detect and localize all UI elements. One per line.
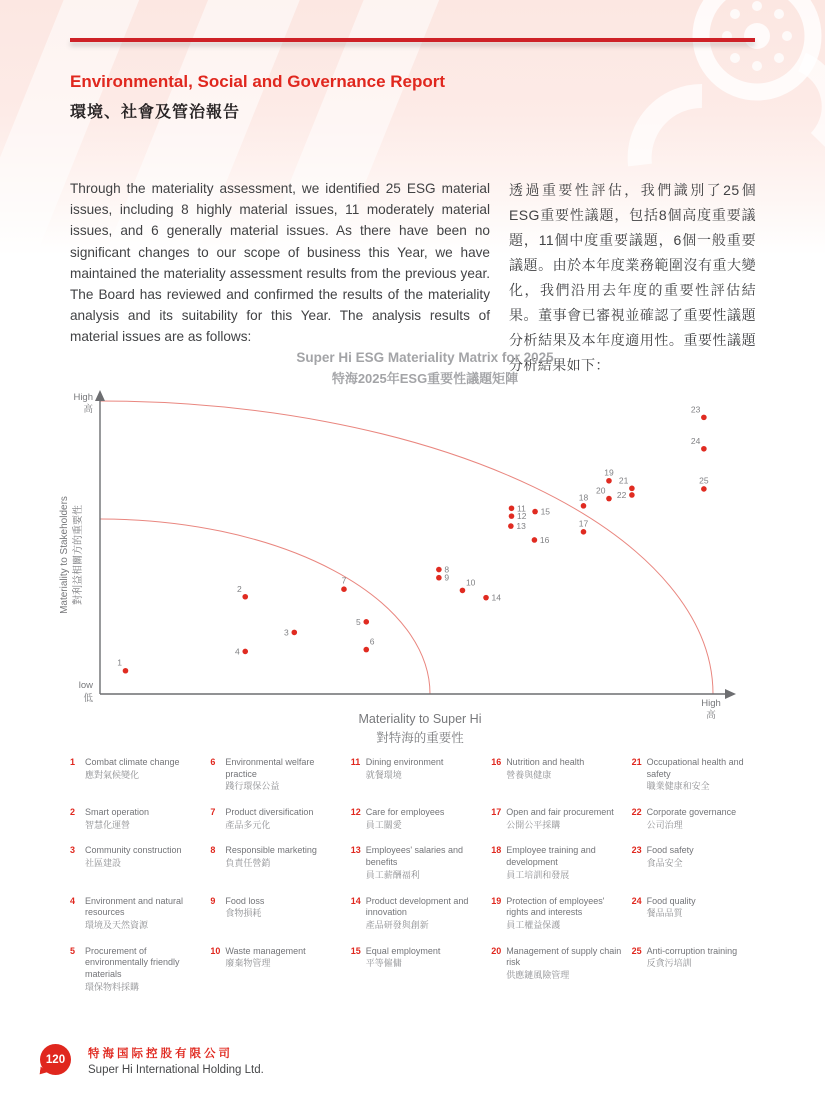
legend-item-15 (351, 946, 483, 970)
legend-item-en: Product diversification (225, 807, 314, 818)
page-title-zh: 環境、社會及管治報告 (70, 104, 241, 121)
matrix-zone-arcs (100, 401, 713, 694)
intro-paragraph-zh: 透過重要性評估，我們識別了25個ESG重要性議題，包括8個高度重要議題，11個中度重要議題，6個一般重要議題。由於本年度業務範圍沒有重大變化，我們沿用去年度的重要性評估結果。董事會已審視並確認了重要性議題分析結果及本年度適用性。重要性議題分析結果如下： (509, 182, 756, 374)
legend-item-number: 5 (70, 945, 76, 956)
legend-item-text (506, 896, 623, 932)
matrix-point-2 (242, 594, 248, 600)
y-axis-title-en: Materiality to Stakeholders (59, 496, 70, 614)
matrix-point-24 (701, 446, 707, 452)
legend-item-zh: 環保物料採購 (85, 981, 140, 992)
materiality-matrix-chart (55, 385, 760, 760)
matrix-point-label-1: 1 (117, 657, 122, 668)
zone-arc-2 (100, 519, 430, 694)
matrix-point-label-17: 17 (578, 518, 589, 529)
company-name-en: Super Hi International Holding Ltd. (88, 1064, 264, 1076)
page-title-en: Environmental, Social and Governance Report (70, 72, 446, 91)
legend-item-text (85, 946, 202, 994)
matrix-point-label-12: 12 (517, 511, 527, 522)
intro-paragraph-en: Through the materiality assessment, we identified 25 ESG material issues, including 8 highly material issues, 11 moderately material issues, and 6 generally material issues. As there have been no significant changes to our scope of business this Year, we have maintained the materiality assessment results from the previous year. The Board has reviewed and confirmed the results of the materiality analysis and its suitability for this Year. The analysis results of material issues are as follows: (70, 181, 490, 345)
legend-item-text (366, 757, 444, 781)
legend-item-en: Protection of employees' rights and interests (506, 895, 605, 918)
matrix-point-label-22: 22 (616, 489, 627, 500)
legend-item-en: Open and fair procurement (506, 807, 614, 818)
shrimp-icon (640, 96, 702, 165)
legend-item-16 (491, 757, 623, 781)
legend-item-en: Community construction (85, 845, 182, 856)
matrix-point-23 (701, 415, 707, 421)
legend-item-2 (70, 807, 202, 831)
y-axis-low-label-zh: 低 (83, 693, 93, 704)
legend-item-number: 22 (631, 807, 642, 818)
matrix-point-15 (532, 509, 538, 515)
legend-item-4 (70, 896, 202, 932)
legend-item-text (366, 807, 445, 831)
legend-item-en: Dining environment (365, 757, 444, 767)
legend-item-23 (632, 845, 764, 869)
legend-item-number: 13 (350, 845, 361, 856)
matrix-point-label-21: 21 (618, 475, 629, 486)
matrix-point-20 (606, 496, 612, 502)
matrix-point-9 (436, 575, 442, 581)
legend-item-en: Food safety (646, 845, 694, 856)
legend-item-zh: 踐行環保公益 (225, 781, 280, 792)
legend-item-number: 23 (631, 845, 642, 856)
materiality-legend (70, 757, 764, 1007)
legend-item-text (506, 757, 584, 781)
matrix-point-label-3: 3 (284, 627, 289, 638)
chart-title-en: Super Hi ESG Materiality Matrix for 2025 (296, 350, 554, 365)
legend-item-text (225, 807, 313, 831)
legend-item-zh: 食品安全 (646, 858, 683, 869)
legend-item-zh: 餐品品質 (646, 908, 683, 919)
x-axis-title-zh: 對特海的重要性 (376, 731, 464, 745)
y-axis-arrow-icon (95, 390, 105, 401)
matrix-point-label-6: 6 (369, 636, 375, 647)
legend-item-19 (491, 896, 623, 932)
legend-item-zh: 環境及天然資源 (85, 919, 149, 930)
matrix-point-8 (436, 567, 442, 573)
legend-item-zh: 員工權益保護 (506, 919, 561, 930)
legend-item-6 (210, 757, 342, 793)
legend-item-21 (632, 757, 764, 793)
legend-item-13 (351, 845, 483, 881)
legend-item-number: 14 (350, 895, 361, 906)
legend-item-text (366, 946, 441, 970)
matrix-point-14 (483, 595, 489, 601)
legend-item-7 (210, 807, 342, 831)
matrix-point-6 (363, 647, 369, 653)
legend-item-en: Care for employees (365, 807, 445, 818)
legend-item-zh: 職業健康和安全 (646, 781, 710, 792)
matrix-point-16 (532, 537, 538, 543)
page-footer (40, 1044, 264, 1076)
legend-item-17 (491, 807, 623, 831)
legend-item-en: Combat climate change (85, 757, 180, 767)
legend-item-text (647, 807, 737, 831)
legend-item-text (506, 845, 623, 881)
zone-arc-1 (100, 401, 713, 694)
matrix-point-label-23: 23 (690, 404, 701, 415)
matrix-point-1 (123, 668, 129, 674)
legend-item-zh: 員工培訓和發展 (506, 869, 570, 880)
legend-item-text (225, 757, 342, 793)
legend-item-text (225, 896, 264, 920)
legend-item-text (366, 845, 483, 881)
matrix-point-label-7: 7 (341, 575, 347, 586)
matrix-point-label-25: 25 (699, 475, 709, 486)
matrix-point-13 (508, 523, 514, 529)
legend-item-number: 7 (210, 807, 216, 818)
chart-title (105, 350, 745, 387)
matrix-point-label-5: 5 (356, 616, 361, 627)
legend-item-zh: 就餐環境 (365, 769, 402, 780)
legend-item-text (225, 845, 317, 869)
legend-item-10 (210, 946, 342, 970)
axis-arrowheads (95, 390, 736, 699)
legend-item-zh: 公開公平採購 (506, 819, 561, 830)
legend-item-zh: 食物損耗 (225, 908, 262, 919)
legend-item-8 (210, 845, 342, 869)
y-axis-low-label: low (78, 680, 93, 691)
legend-item-text (647, 896, 696, 920)
matrix-point-label-14: 14 (491, 592, 501, 603)
legend-item-zh: 營養與健康 (506, 769, 552, 780)
legend-item-18 (491, 845, 623, 881)
legend-item-text (647, 757, 764, 793)
legend-item-number: 19 (491, 895, 502, 906)
legend-item-number: 21 (631, 757, 642, 767)
matrix-point-label-16: 16 (539, 534, 550, 545)
y-axis-title-zh: 對利益相關方的重要性 (73, 505, 84, 605)
matrix-point-17 (581, 529, 587, 535)
company-block (88, 1044, 264, 1076)
chart-title-zh: 特海2025年ESG重要性議題矩陣 (331, 371, 519, 386)
legend-item-en: Waste management (225, 945, 306, 956)
legend-item-14 (351, 896, 483, 932)
matrix-point-25 (701, 486, 707, 492)
matrix-point-7 (341, 586, 347, 592)
matrix-point-label-19: 19 (604, 467, 614, 478)
legend-item-number: 25 (631, 945, 642, 956)
legend-item-en: Food loss (225, 895, 265, 906)
section-rule (70, 38, 755, 42)
legend-item-24 (632, 896, 764, 920)
legend-item-zh: 負責任營銷 (225, 858, 271, 869)
legend-item-number: 4 (70, 895, 76, 906)
matrix-point-22 (629, 492, 635, 498)
legend-item-zh: 平等僱傭 (365, 958, 402, 969)
matrix-point-label-15: 15 (540, 506, 551, 517)
legend-item-5 (70, 946, 202, 994)
legend-item-zh: 智慧化運營 (85, 819, 131, 830)
matrix-point-label-8: 8 (444, 564, 450, 575)
legend-item-en: Product development and innovation (365, 895, 469, 918)
legend-item-zh: 員工薪酬福利 (365, 869, 420, 880)
matrix-point-19 (606, 478, 612, 484)
legend-item-text (506, 946, 623, 982)
x-axis-high-label: High (701, 698, 721, 709)
legend-item-number: 11 (350, 757, 361, 767)
legend-item-20 (491, 946, 623, 982)
legend-item-en: Responsible marketing (225, 845, 317, 856)
intro-paragraphs (70, 178, 756, 378)
x-axis-high-label-zh: 高 (706, 710, 716, 721)
x-axis-arrow-icon (725, 689, 736, 699)
legend-item-number: 20 (491, 945, 502, 956)
legend-item-text (647, 845, 694, 869)
legend-item-en: Employee training and development (506, 845, 596, 868)
legend-item-en: Equal employment (365, 945, 441, 956)
tomato-slice-icon (701, 0, 813, 92)
legend-item-text (366, 896, 483, 932)
legend-item-number: 12 (350, 807, 361, 818)
legend-item-number: 2 (70, 807, 76, 818)
matrix-point-label-13: 13 (516, 521, 526, 532)
legend-item-9 (210, 896, 342, 920)
legend-item-text (85, 807, 149, 831)
y-axis-high-label: High (73, 392, 93, 403)
legend-item-en: Environmental welfare practice (225, 757, 315, 779)
matrix-point-label-4: 4 (235, 646, 240, 657)
legend-item-zh: 公司治理 (646, 819, 683, 830)
matrix-point-12 (509, 513, 515, 519)
legend-item-zh: 廢棄物管理 (225, 958, 271, 969)
legend-item-22 (632, 807, 764, 831)
legend-item-en: Food quality (646, 895, 696, 906)
legend-item-zh: 員工關愛 (365, 819, 402, 830)
legend-item-3 (70, 845, 202, 869)
legend-item-number: 1 (70, 757, 76, 767)
legend-item-en: Employees' salaries and benefits (365, 845, 464, 868)
legend-item-12 (351, 807, 483, 831)
legend-item-text (85, 845, 182, 869)
company-name-zh: 特海国际控股有限公司 (88, 1048, 233, 1060)
legend-item-number: 18 (491, 845, 502, 856)
legend-item-en: Anti-corruption training (646, 945, 738, 956)
matrix-point-label-20: 20 (595, 485, 606, 496)
x-axis-title-en: Materiality to Super Hi (358, 712, 482, 726)
legend-item-number: 6 (210, 757, 216, 767)
matrix-point-4 (242, 649, 248, 655)
legend-item-en: Occupational health and safety (646, 757, 744, 779)
legend-item-number: 15 (350, 945, 361, 956)
legend-item-zh: 產品研發與創新 (365, 919, 429, 930)
matrix-point-10 (460, 588, 466, 594)
legend-item-number: 8 (210, 845, 216, 856)
matrix-point-5 (363, 619, 369, 625)
page-number-badge: 120 (40, 1044, 71, 1075)
matrix-point-18 (581, 503, 587, 509)
legend-item-zh: 應對氣候變化 (85, 769, 140, 780)
legend-item-number: 24 (631, 895, 642, 906)
legend-item-25 (632, 946, 764, 970)
matrix-point-label-10: 10 (465, 577, 476, 588)
legend-item-zh: 產品多元化 (225, 819, 271, 830)
legend-item-en: Smart operation (85, 807, 150, 818)
matrix-point-21 (629, 486, 635, 492)
matrix-point-label-9: 9 (444, 572, 450, 583)
matrix-point-label-11: 11 (517, 503, 526, 514)
legend-item-en: Environment and natural resources (85, 895, 184, 918)
matrix-point-label-18: 18 (578, 492, 589, 503)
legend-item-zh: 供應鏈風險管理 (506, 969, 570, 980)
matrix-point-label-2: 2 (237, 583, 242, 594)
matrix-point-label-24: 24 (690, 435, 701, 446)
legend-item-number: 9 (210, 895, 216, 906)
legend-item-en: Corporate governance (646, 807, 737, 818)
matrix-axes (100, 399, 727, 694)
legend-item-zh: 反貪污培訓 (646, 958, 692, 969)
shrimp-icon (802, 62, 825, 140)
legend-item-text (225, 946, 305, 970)
y-axis-high-label-zh: 高 (83, 404, 93, 415)
matrix-point-11 (509, 505, 515, 511)
legend-item-en: Nutrition and health (506, 757, 585, 767)
legend-item-zh: 社區建設 (85, 858, 122, 869)
legend-item-number: 10 (210, 945, 221, 956)
legend-item-text (647, 946, 738, 970)
legend-item-text (506, 807, 614, 831)
legend-item-en: Management of supply chain risk (506, 945, 622, 968)
legend-item-en: Procurement of environmentally friendly materials (85, 945, 180, 979)
matrix-point-3 (291, 630, 297, 636)
legend-item-number: 17 (491, 807, 502, 818)
legend-item-text (85, 896, 202, 932)
legend-item-text (85, 757, 180, 781)
legend-item-1 (70, 757, 202, 781)
legend-item-number: 3 (70, 845, 76, 856)
legend-item-number: 16 (491, 757, 502, 767)
legend-item-11 (351, 757, 483, 781)
